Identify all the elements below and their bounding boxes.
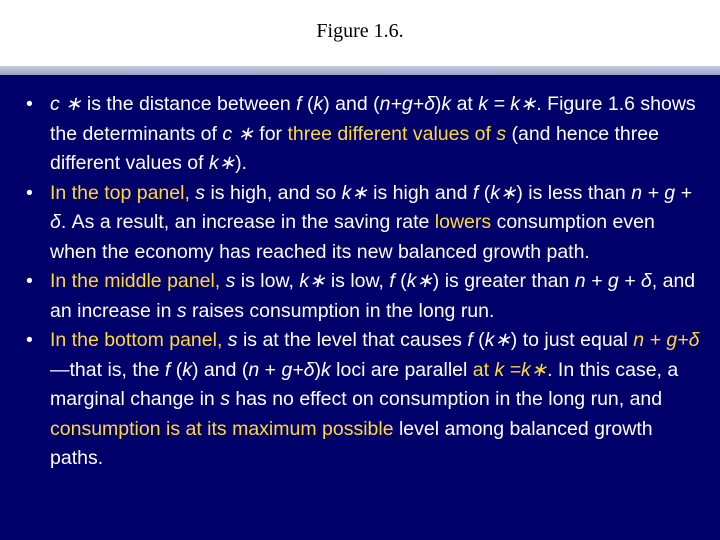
- slide-title: Figure 1.6.: [316, 20, 404, 42]
- bullet-text: [50, 93, 696, 174]
- text-run: c ∗: [222, 122, 254, 145]
- text-run: lowers: [434, 211, 492, 233]
- text-run: s: [227, 329, 238, 351]
- bullet-text: [50, 182, 692, 263]
- text-run: c ∗: [50, 93, 82, 115]
- bullet-item: [26, 179, 706, 268]
- text-run: k = k∗: [478, 93, 537, 115]
- text-run: (: [170, 358, 183, 381]
- text-run: k: [182, 358, 192, 381]
- text-run: g+δ: [281, 358, 315, 381]
- text-run: ) and (: [191, 358, 249, 381]
- text-run: s: [195, 181, 206, 204]
- text-run: n: [248, 358, 260, 381]
- text-run: is low,: [325, 270, 390, 292]
- bullet-item: [26, 90, 706, 179]
- text-run: three different values of: [287, 122, 497, 145]
- text-run: f: [164, 358, 171, 381]
- text-run: at: [451, 93, 479, 115]
- text-run: In the top panel,: [50, 181, 196, 204]
- text-run: for: [253, 122, 288, 145]
- text-run: k∗: [406, 270, 433, 292]
- text-run: has no effect on consumption in the long run, and: [229, 388, 663, 410]
- text-run: is greater than: [439, 270, 575, 292]
- text-run: k =k∗: [494, 358, 548, 381]
- bullet-dot: •: [26, 181, 33, 204]
- text-run: . Figure 1.6 shows the determinants of: [50, 93, 696, 145]
- text-run: k: [321, 358, 331, 381]
- text-run: n + g+δ: [633, 329, 700, 351]
- text-run: is high and: [367, 181, 473, 204]
- text-run: (and hence three different values of: [50, 122, 659, 174]
- text-run: —that is, the: [50, 358, 165, 381]
- bullet-text: [50, 270, 695, 322]
- text-run: k: [313, 93, 324, 115]
- bullet-dot: •: [26, 270, 33, 292]
- text-run: is low,: [235, 270, 300, 292]
- text-run: consumption even when the economy has reached its new balanced growth path.: [50, 211, 655, 263]
- text-run: k∗: [299, 270, 326, 292]
- bullet-item: [26, 267, 706, 326]
- text-run: n + g + δ: [574, 270, 652, 292]
- text-run: +: [259, 358, 282, 381]
- text-run: raises consumption in the long run.: [186, 299, 495, 322]
- text-run: . As a result, an increase in the saving rate: [60, 211, 435, 233]
- text-run: k∗: [209, 152, 236, 174]
- text-run: n + g + δ: [50, 181, 692, 233]
- slide-header: [0, 0, 720, 68]
- text-run: k∗: [341, 181, 368, 204]
- text-run: ): [510, 329, 518, 351]
- text-run: ): [434, 93, 442, 115]
- text-run: f: [472, 181, 479, 204]
- text-run: ): [314, 358, 322, 381]
- text-run: In the middle panel,: [50, 270, 226, 292]
- text-run: s: [225, 270, 236, 292]
- text-run: level among balanced growth paths.: [50, 417, 653, 469]
- text-run: s: [176, 299, 187, 322]
- text-run: loci are parallel: [330, 358, 473, 381]
- title-divider: [0, 66, 720, 75]
- text-run: consumption is at its maximum possible: [50, 417, 394, 440]
- text-run: s: [496, 122, 507, 145]
- text-run: is the distance between: [81, 93, 297, 115]
- text-run: , and an increase in: [50, 270, 696, 322]
- text-run: . In this case, a marginal change in: [50, 358, 679, 410]
- text-run: ): [516, 181, 523, 204]
- text-run: In the bottom panel,: [50, 329, 228, 351]
- text-run: to just equal: [517, 329, 634, 351]
- bullet-text: [50, 329, 699, 469]
- bullet-list: [26, 90, 706, 474]
- text-run: (: [394, 270, 407, 292]
- text-run: is at the level that causes: [237, 329, 468, 351]
- text-run: ): [432, 270, 440, 292]
- bullet-item: [26, 326, 706, 474]
- text-run: s: [220, 388, 230, 410]
- text-run: ) and (: [323, 93, 380, 115]
- text-run: is high, and so: [205, 181, 342, 204]
- text-run: k: [441, 93, 452, 115]
- bullet-dot: •: [26, 93, 33, 115]
- text-run: at: [472, 358, 495, 381]
- bullet-dot: •: [26, 329, 33, 351]
- text-run: n+g+δ: [379, 93, 435, 115]
- text-run: (: [472, 329, 485, 351]
- text-run: is less than: [522, 181, 632, 204]
- text-run: k∗: [490, 181, 517, 204]
- text-run: ).: [235, 152, 248, 174]
- text-run: k∗: [484, 329, 511, 351]
- text-run: f: [296, 93, 302, 115]
- text-run: (: [478, 181, 491, 204]
- text-run: f: [467, 329, 473, 351]
- text-run: f: [389, 270, 395, 292]
- text-run: (: [301, 93, 314, 115]
